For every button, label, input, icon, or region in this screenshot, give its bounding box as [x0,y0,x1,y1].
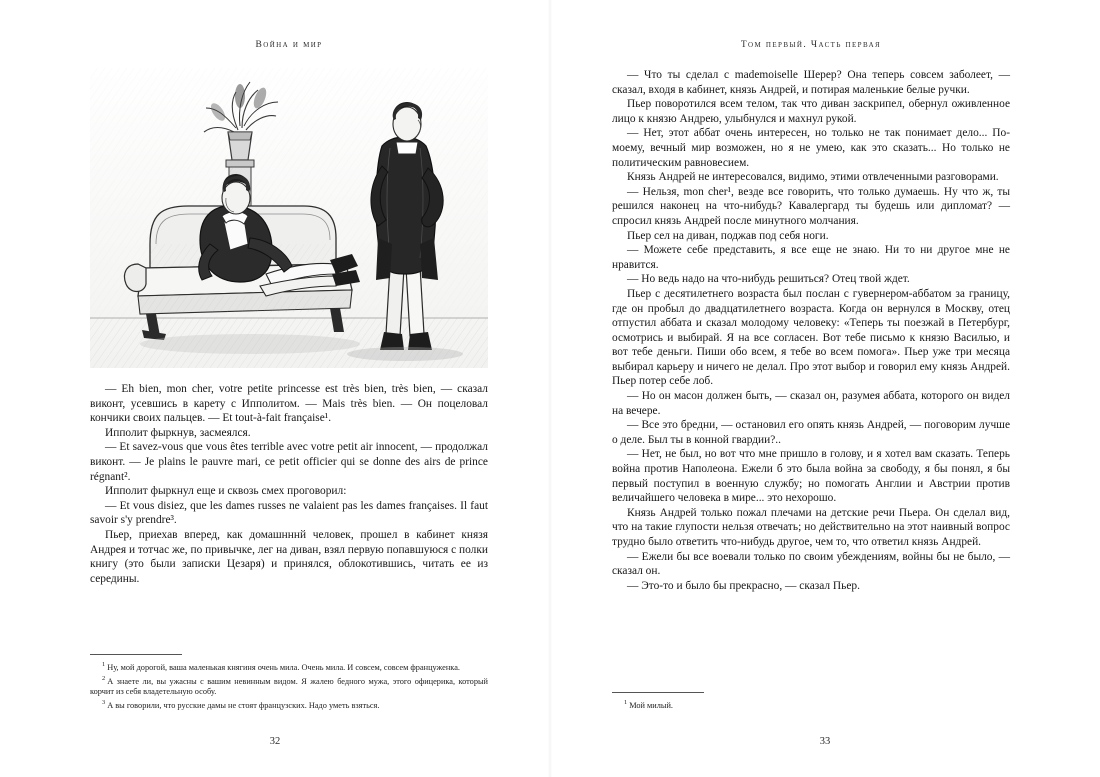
paragraph: — Что ты сделал с mademoiselle Шерер? Она теперь совсем заболеет, — сказал, входя в кабинет, князь Андрей, и потирая маленькие белые ручки. [612,69,1010,96]
paragraph: — Но ведь надо на что-нибудь решиться? Отец твой ждет. [627,273,910,286]
footnote [612,698,1010,711]
left-footnotes [90,654,488,711]
footnote-text: А знаете ли, вы ужасны с вашим невинным видом. Я жалею бедного мужа, этого офицерика, который корчит из себя владетельную особу. [90,676,488,697]
footnote-text: А вы говорили, что русские дамы не стоят французских. Надо уметь взяться. [107,700,380,710]
paragraph: — Et vous disiez, que les dames russes ne valaient pas les dames françaises. Il faut savoir s'y prendre³. [90,499,488,527]
paragraph: Князь Андрей только пожал плечами на детские речи Пьера. Он сделал вид, что на такие глупости нельзя отвечать; но действительно на этот наивный вопрос трудно было ответить что-нибудь другое, чем то, что ответил князь Андрей. [612,506,1010,548]
footnote-number: 1 [624,698,628,706]
footnote-text: Мой милый. [629,700,673,710]
paragraph: — Но он масон должен быть, — сказал он, разумея аббата, которого он видел на вечере. [612,390,1010,417]
paragraph: Князь Андрей не интересовался, видимо, этими отвлеченными разговорами. [627,171,999,184]
footnote-divider [612,692,704,693]
paragraph: — Et savez-vous que vous êtes terrible avec votre petit air innocent, — продолжал виконт. — Je plains le pauvre mari, ce petit officier qui se donne des airs de prince régnant². [90,441,488,483]
footnote-number: 2 [102,674,106,682]
right-footnotes [612,692,1010,711]
page-number-right: 33 [819,736,831,747]
page-number-left: 32 [269,736,281,747]
running-head-right: Том первый. Часть первая [740,40,882,50]
right-body-text [612,68,1010,593]
paragraph: — Нет, не был, но вот что мне пришло в голову, и я хотел вам сказать. Теперь война против Наполеона. Ежели б это была война за свободу, я бы понял, я бы первый поступил в военную службу; но помогать Англии и Австрии против величайшего человека в мире... это нехорошо. [612,448,1010,505]
footnote-divider [90,654,182,655]
paragraph: — Ежели бы все воевали только по своим убеждениям, войны бы не было, — сказал он. [612,550,1010,578]
paragraph: — Нельзя, mon cher¹, везде все говорить, что только думаешь. Ну что ж, ты решился наконец на что-нибудь? Кавалергард ты будешь или дипломат? — спросил князь Андрей после минутного молчания. [612,185,1010,227]
footnote-text: Ну, мой дорогой, ваша маленькая княгиня очень мила. Очень мила. И совсем, совсем француженка. [107,663,460,673]
paragraph: Пьер, приехав вперед, как домашнннй человек, прошел в кабинет князя Андрея и тотчас же, по привычке, лег на диван, взял первую попавшуюся с полки книгу (это были записки Цезаря) и принялся, облокотившись, читать ее из середины. [90,528,488,585]
paragraph: Ипполит фыркнул еще и сквозь смех проговорил: [105,485,347,498]
paragraph: — Нет, этот аббат очень интересен, но только не так понимает дело... По-моему, вечный мир возможен, но я не умею, как это сказать... Но только не политическим равновесием. [612,127,1010,169]
paragraph: — Это-то и было бы прекрасно, — сказал Пьер. [627,579,860,592]
footnote [90,660,488,673]
paragraph: Пьер с десятилетнего возраста был послан с гувернером-аббатом за границу, где он пробыл до двадцатилетнего возраста. Когда он вернулся в Москву, отец отпустил аббата и сказал молодому человеку: «Теперь ты поезжай в Петербург, осмотрись и выбирай. Я на все согласен. Вот тебе письмо к князю Василью, и вот тебе деньги. Пиши обо всем, я тебе во всем помога». Пьер уже три месяца выбирал карьеру и ничего не делал. Про этот выбор и говорил ему князь Андрей. Пьер потер себе лоб. [612,287,1010,388]
footnote-number: 3 [102,698,106,706]
illustration-ippolit-and-prince-andrei [90,68,488,368]
footnote [90,698,488,711]
paragraph: Ипполит фыркнув, засмеялся. [105,426,251,439]
right-page [550,0,1100,777]
running-head-left: Война и мир [255,40,323,50]
left-body-text [90,382,488,586]
paragraph: Пьер сел на диван, поджав под себя ноги. [627,229,829,242]
paragraph: — Eh bien, mon cher, votre petite princesse est très bien, très bien, — сказал виконт, усевшись в карету с Ипполитом. — Mais très bien. — Он поцеловал кончики своих пальцев. — Et tout-à-fait française¹. [90,383,488,425]
footnote-number: 1 [102,661,106,669]
paragraph: — Все это бредни, — остановил его опять князь Андрей, — поговорим лучше о деле. Был ты в конной гвардии?.. [612,419,1010,446]
paragraph: Пьер поворотился всем телом, так что диван заскрипел, обернул оживленное лицо к князю Андрею, улыбнулся и махнул рукой. [612,98,1010,125]
footnote [90,674,488,698]
paragraph: — Можете себе представить, я все еще не знаю. Ни то ни другое мне не нравится. [612,244,1010,271]
